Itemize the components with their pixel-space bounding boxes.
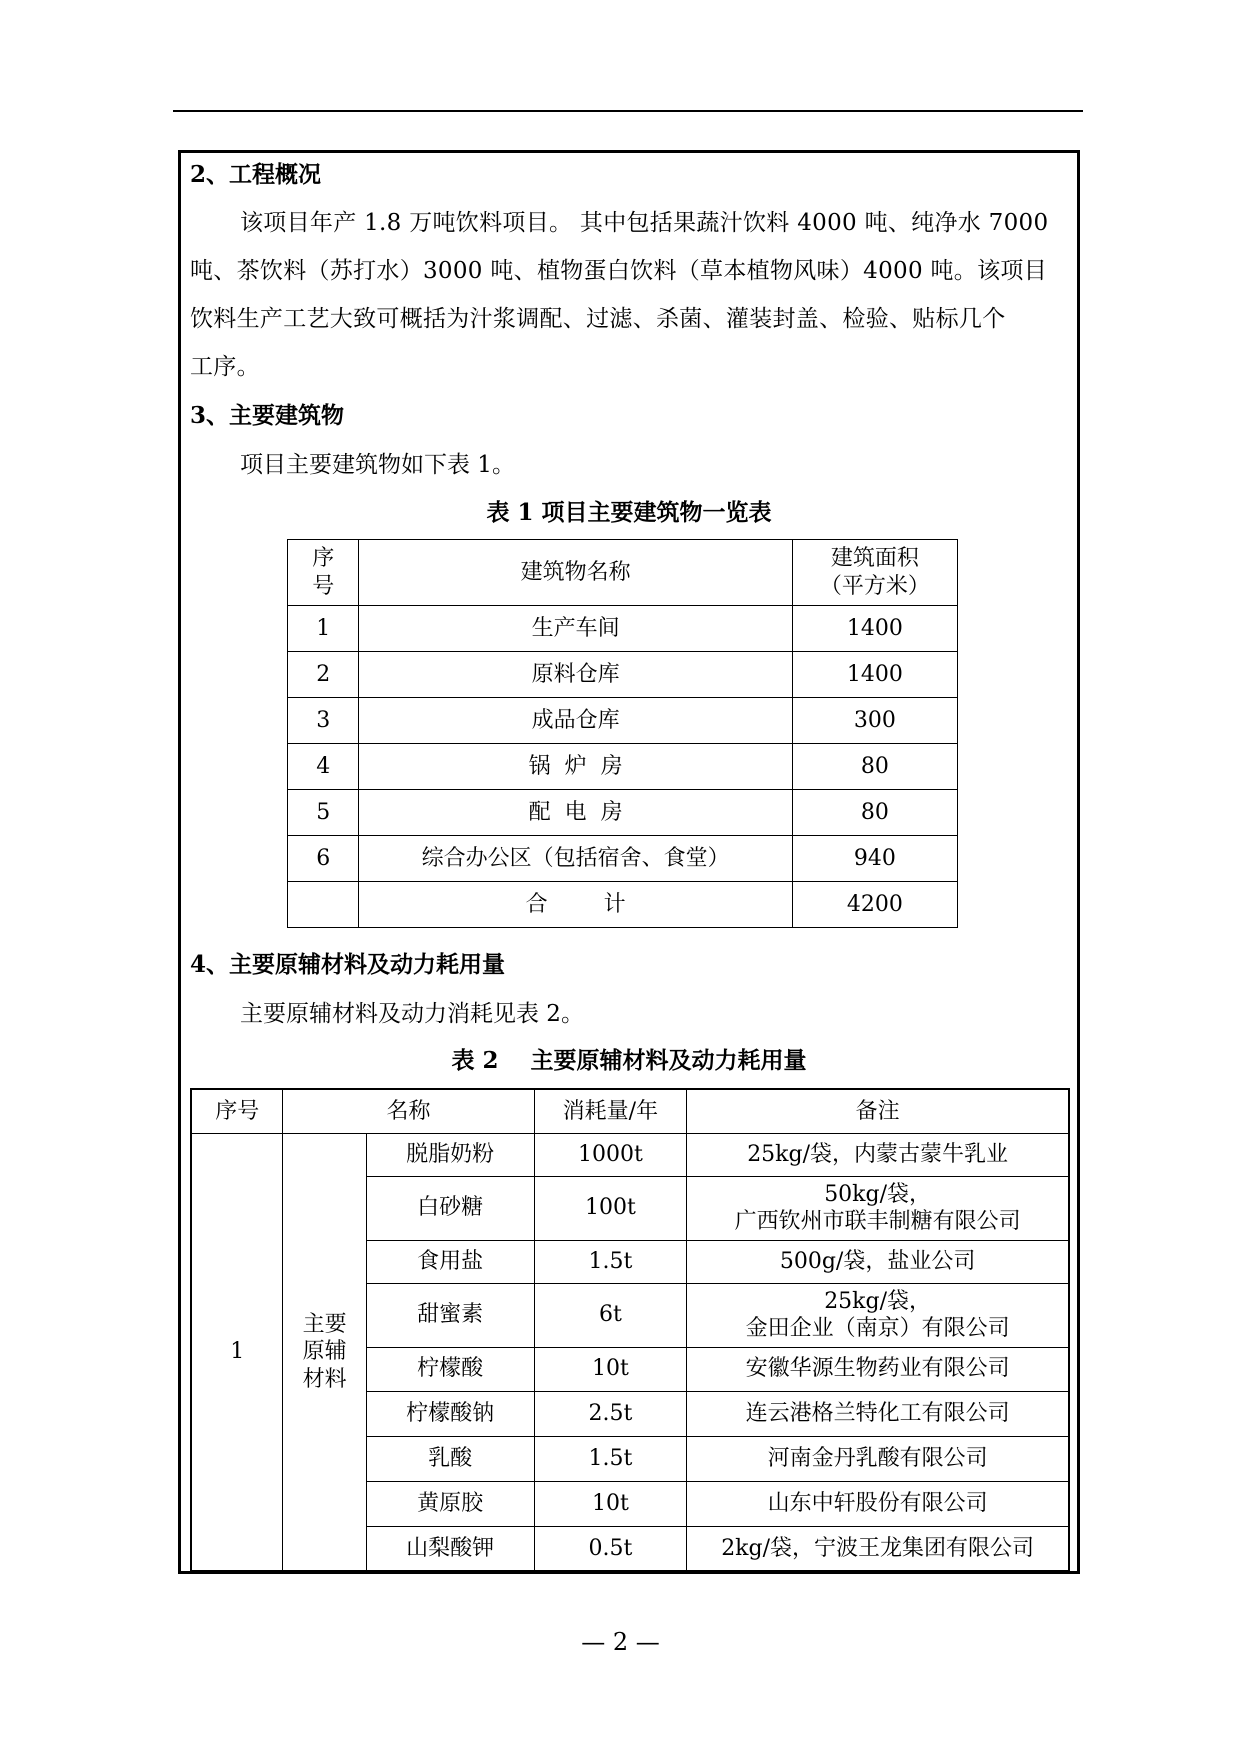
cell-name: 乳酸 [366, 1436, 534, 1481]
cell-qty: 2.5t [534, 1391, 687, 1436]
table-row [191, 1133, 1069, 1176]
group-label-line2: 原辅 [302, 1339, 347, 1364]
table-header-row [288, 540, 958, 606]
cell-no [288, 882, 359, 928]
header-rule [173, 110, 1083, 112]
table-header-row [191, 1089, 1069, 1133]
cell-note: 河南金丹乳酸有限公司 [687, 1436, 1069, 1481]
table-row [288, 836, 958, 882]
cell-name: 山梨酸钾 [366, 1526, 534, 1571]
group-label-line3: 材料 [302, 1366, 347, 1392]
header-no [288, 540, 359, 606]
header-area-line1: 建筑面积 [830, 546, 919, 571]
cell-name: 甜蜜素 [366, 1283, 534, 1347]
table-row [288, 698, 958, 744]
cell-qty: 0.5t [534, 1526, 687, 1571]
note-line2: 广西钦州市联丰制糖有限公司 [734, 1209, 1021, 1234]
cell-qty: 1.5t [534, 1436, 687, 1481]
cell-name: 锅 炉 房 [359, 744, 792, 790]
cell-area: 300 [792, 698, 957, 744]
cell-name: 食用盐 [366, 1240, 534, 1283]
header-note: 备注 [687, 1089, 1069, 1133]
cell-no: 3 [288, 698, 359, 744]
cell-area: 80 [792, 790, 957, 836]
cell-note: 山东中轩股份有限公司 [687, 1481, 1069, 1526]
cell-note [687, 1283, 1069, 1347]
cell-note: 25kg/袋，内蒙古蒙牛乳业 [687, 1133, 1069, 1176]
cell-name: 配 电 房 [359, 790, 792, 836]
cell-qty: 1000t [534, 1133, 687, 1176]
page-number: — 2 — [581, 1628, 660, 1656]
cell-name: 生产车间 [359, 606, 792, 652]
cell-note [687, 1176, 1069, 1240]
cell-note: 2kg/袋，宁波王龙集团有限公司 [687, 1526, 1069, 1571]
header-name: 建筑物名称 [359, 540, 792, 606]
cell-qty: 6t [534, 1283, 687, 1347]
note-line1: 50kg/袋， [824, 1181, 932, 1207]
table-row [288, 652, 958, 698]
table-row [288, 744, 958, 790]
cell-no: 6 [288, 836, 359, 882]
cell-area: 4200 [792, 882, 957, 928]
group-no: 1 [191, 1133, 283, 1571]
buildings-intro: 项目主要建筑物如下表 1。 [240, 452, 515, 478]
table2-caption: 表 2 主要原辅材料及动力耗用量 [451, 1047, 807, 1074]
cell-area: 1400 [792, 652, 957, 698]
table1-caption: 表 1 项目主要建筑物一览表 [486, 499, 772, 526]
table-row [288, 606, 958, 652]
overview-line-4: 工序。 [190, 354, 260, 380]
cell-area: 940 [792, 836, 957, 882]
header-area-line2: （平方米） [819, 573, 930, 599]
section-heading-materials: 4、主要原辅材料及动力耗用量 [190, 951, 506, 978]
header-name: 名称 [283, 1089, 534, 1133]
cell-area: 1400 [792, 606, 957, 652]
table-row [288, 790, 958, 836]
cell-note: 连云港格兰特化工有限公司 [687, 1391, 1069, 1436]
cell-no: 5 [288, 790, 359, 836]
cell-name: 柠檬酸 [366, 1347, 534, 1391]
cell-qty: 1.5t [534, 1240, 687, 1283]
cell-name: 柠檬酸钠 [366, 1391, 534, 1436]
note-line1: 25kg/袋， [824, 1288, 932, 1314]
cell-note: 500g/袋，盐业公司 [687, 1240, 1069, 1283]
cell-area: 80 [792, 744, 957, 790]
materials-intro: 主要原辅材料及动力消耗见表 2。 [240, 1001, 584, 1027]
cell-name: 黄原胶 [366, 1481, 534, 1526]
group-label-line1: 主要 [302, 1311, 347, 1337]
cell-qty: 100t [534, 1176, 687, 1240]
note-line2: 金田企业（南京）有限公司 [745, 1316, 1010, 1341]
cell-name: 脱脂奶粉 [366, 1133, 534, 1176]
table-total-row [288, 882, 958, 928]
cell-no: 1 [288, 606, 359, 652]
section-heading-overview: 2、工程概况 [190, 161, 322, 188]
overview-line-1: 该项目年产 1.8 万吨饮料项目。 其中包括果蔬汁饮料 4000 吨、纯净水 7000 [240, 210, 1049, 236]
cell-qty: 10t [534, 1347, 687, 1391]
cell-name: 合 计 [359, 882, 792, 928]
cell-name: 综合办公区（包括宿舍、食堂） [359, 836, 792, 882]
section-heading-buildings: 3、主要建筑物 [190, 402, 345, 429]
buildings-table [287, 539, 958, 928]
cell-name: 白砂糖 [366, 1176, 534, 1240]
header-no: 序号 [191, 1089, 283, 1133]
header-area [792, 540, 957, 606]
cell-name: 成品仓库 [359, 698, 792, 744]
cell-name: 原料仓库 [359, 652, 792, 698]
group-label [283, 1133, 366, 1571]
cell-qty: 10t [534, 1481, 687, 1526]
overview-line-2: 吨、茶饮料（苏打水）3000 吨、植物蛋白饮料（草本植物风味）4000 吨。该项目 [190, 258, 1047, 284]
header-no-line1: 序 [312, 546, 335, 571]
header-qty: 消耗量/年 [534, 1089, 687, 1133]
cell-no: 4 [288, 744, 359, 790]
cell-no: 2 [288, 652, 359, 698]
header-no-line2: 号 [312, 573, 335, 599]
materials-table [190, 1088, 1070, 1572]
cell-note: 安徽华源生物药业有限公司 [687, 1347, 1069, 1391]
overview-line-3: 饮料生产工艺大致可概括为汁浆调配、过滤、杀菌、灌装封盖、检验、贴标几个 [190, 306, 1006, 332]
